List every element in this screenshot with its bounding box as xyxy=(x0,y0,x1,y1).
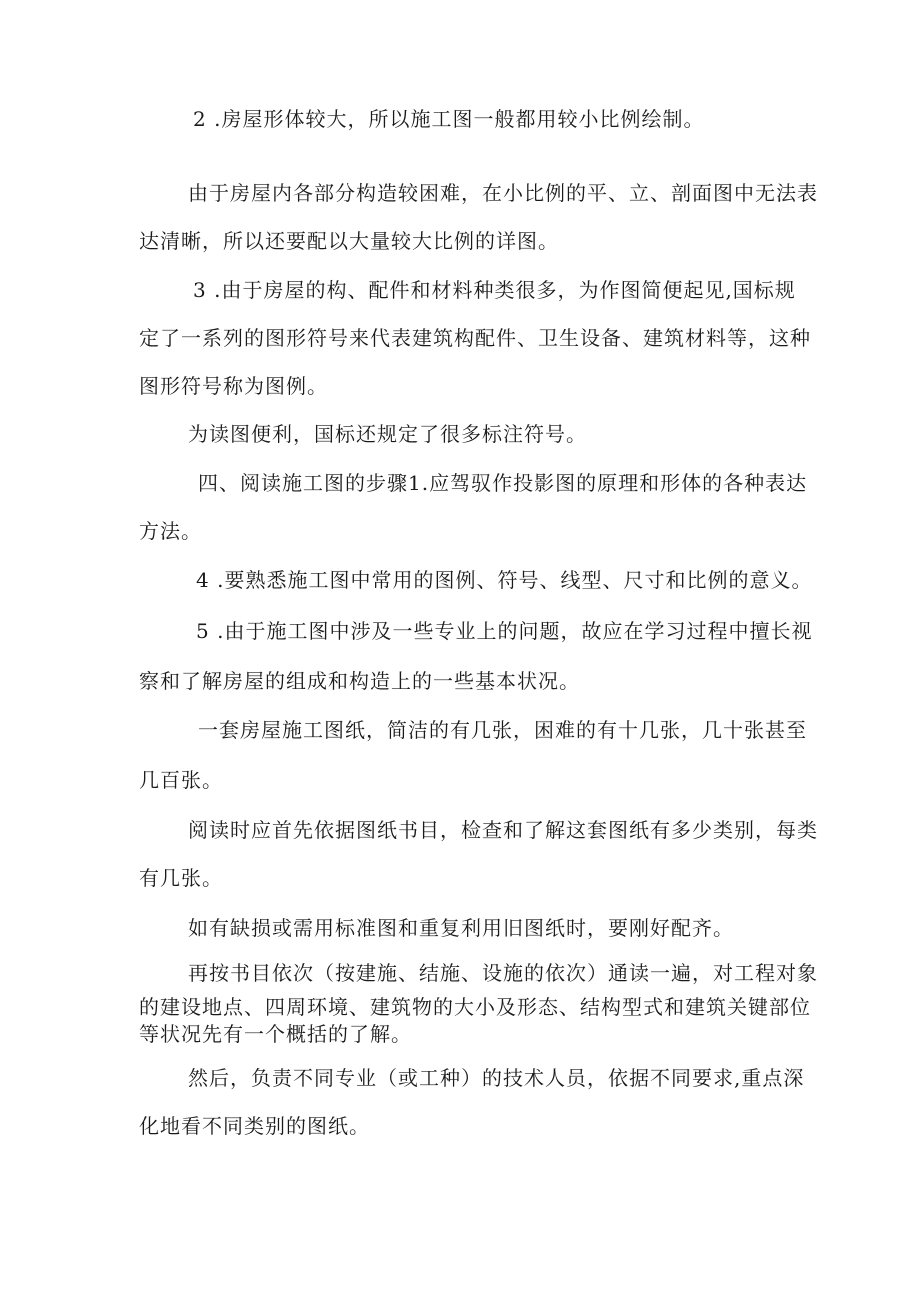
text-line: 3 .由于房屋的构、配件和材料种类很多，为作图简便起见,国标规 xyxy=(193,278,796,302)
text-line: 然后，负责不同专业（或工种）的技术人员，依据不同要求,重点深 xyxy=(188,1066,805,1090)
text-line: 几百张。 xyxy=(139,768,223,792)
text-line: 阅读时应首先依据图纸书目，检查和了解这套图纸有多少类别，每类 xyxy=(188,818,818,842)
text-line: 达清晰，所以还要配以大量较大比例的详图。 xyxy=(139,229,559,253)
text-line: 4 .要熟悉施工图中常用的图例、符号、线型、尺寸和比例的意义。 xyxy=(196,568,813,592)
text-line: 方法。 xyxy=(139,519,202,543)
text-line: 一套房屋施工图纸，简洁的有几张，困难的有十几张，几十张甚至 xyxy=(198,718,807,742)
text-line: 有几张。 xyxy=(139,866,223,890)
text-line: 的建设地点、四周环境、建筑物的大小及形态、结构型式和建筑关键部位 xyxy=(139,995,811,1019)
text-line: 化地看不同类别的图纸。 xyxy=(139,1114,370,1138)
text-line: 2 .房屋形体较大，所以施工图一般都用较小比例绘制。 xyxy=(193,107,705,131)
text-line: 察和了解房屋的组成和构造上的一些基本状况。 xyxy=(139,669,580,693)
text-line: 等状况先有一个概括的了解。 xyxy=(139,1022,412,1046)
text-line: 如有缺损或需用标准图和重复利用旧图纸时，要刚好配齐。 xyxy=(188,916,734,940)
text-line: 再按书目依次（按建施、结施、设施的依次）通读一遍，对工程对象 xyxy=(188,961,818,985)
text-line: 四、阅读施工图的步骤1.应驾驭作投影图的原理和形体的各种表达 xyxy=(198,471,808,495)
text-line: 5 .由于施工图中涉及一些专业上的问题，故应在学习过程中擅长视 xyxy=(196,619,813,643)
text-line: 由于房屋内各部分构造较困难，在小比例的平、立、剖面图中无法表 xyxy=(188,181,818,205)
text-line: 定了一系列的图形符号来代表建筑构配件、卫生设备、建筑材料等，这种 xyxy=(139,326,811,350)
text-line: 为读图便利，国标还规定了很多标注符号。 xyxy=(188,422,587,446)
text-line: 图形符号称为图例。 xyxy=(139,374,328,398)
